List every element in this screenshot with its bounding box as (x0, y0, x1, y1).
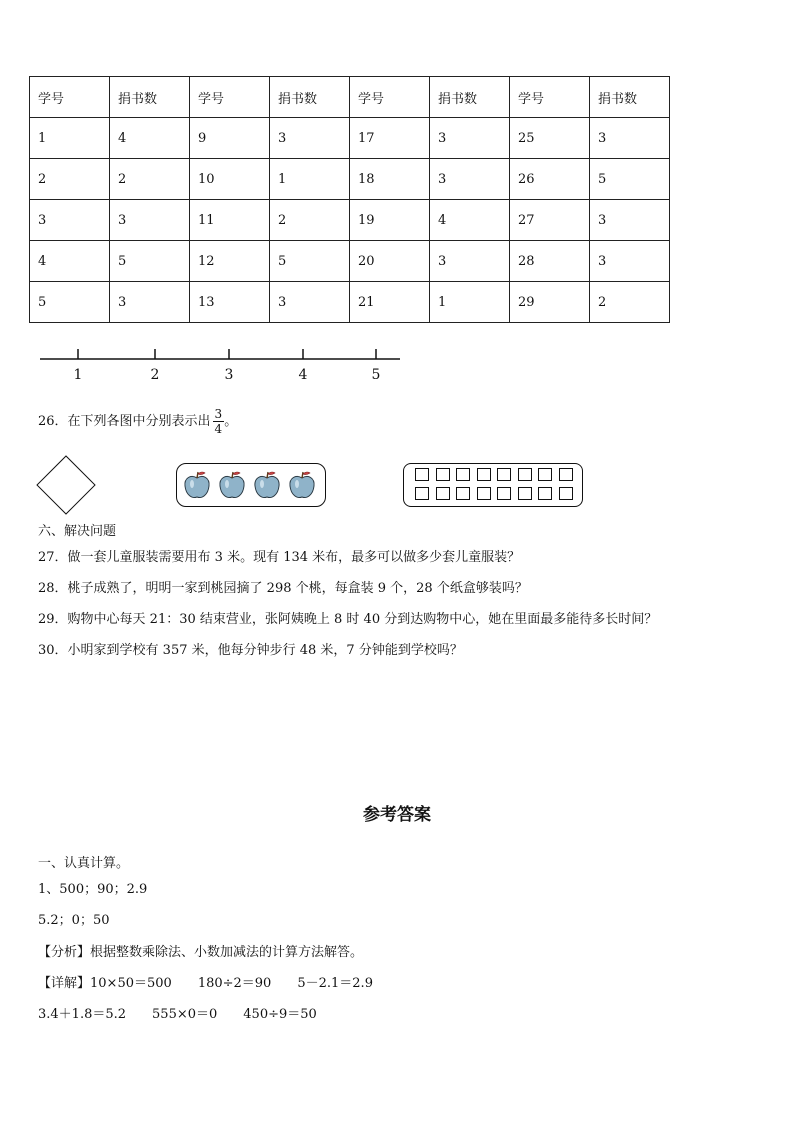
number-line-label: 5 (371, 367, 381, 383)
apple-box (176, 463, 326, 507)
grid-square (559, 468, 573, 481)
table-cell: 28 (510, 241, 590, 282)
grid-square (415, 487, 429, 500)
table-cell: 5 (30, 282, 110, 323)
question-26-end: 。 (224, 414, 238, 429)
table-cell: 1 (430, 282, 510, 323)
detail-label: 【详解】 (38, 976, 91, 991)
question-30: 30．小明家到学校有 357 米，他每分钟步行 48 米，7 分钟能到学校吗？ (38, 643, 463, 658)
donation-table (29, 76, 670, 323)
table-header-cell: 学号 (30, 77, 110, 118)
table-header-cell: 捐书数 (590, 77, 670, 118)
table-cell: 3 (270, 118, 350, 159)
grid-square (538, 487, 552, 500)
detail-eq-3: 5－2.1＝2.9 (297, 976, 373, 991)
fraction-numerator: 3 (214, 407, 223, 421)
table-cell: 2 (30, 159, 110, 200)
table-cell: 1 (270, 159, 350, 200)
table-header-cell: 学号 (190, 77, 270, 118)
table-cell: 3 (590, 118, 670, 159)
table-cell: 3 (30, 200, 110, 241)
table-cell: 1 (30, 118, 110, 159)
table-cell: 5 (590, 159, 670, 200)
table-cell: 10 (190, 159, 270, 200)
table-cell: 5 (110, 241, 190, 282)
grid-square (518, 487, 532, 500)
table-cell: 5 (270, 241, 350, 282)
table-cell: 3 (430, 159, 510, 200)
table-cell: 20 (350, 241, 430, 282)
answers-section-1: 一、认真计算。 (38, 856, 130, 871)
table-cell: 26 (510, 159, 590, 200)
table-cell: 3 (590, 241, 670, 282)
apple-icon (182, 470, 212, 500)
answer-line-1: 1、500；90；2.9 (38, 882, 148, 897)
apple-icon (252, 470, 282, 500)
grid-square (497, 468, 511, 481)
fraction-three-quarters (213, 407, 225, 436)
table-cell: 3 (270, 282, 350, 323)
table-header-cell: 捐书数 (270, 77, 350, 118)
number-line-label: 3 (224, 367, 234, 383)
table-cell: 9 (190, 118, 270, 159)
question-29: 29．购物中心每天 21：30 结束营业，张阿姨晚上 8 时 40 分到达购物中心，她在里面最多能待多长时间？ (38, 612, 658, 627)
grid-square (477, 487, 491, 500)
apple-icon (287, 470, 317, 500)
table-row (30, 200, 670, 241)
diamond-shape (36, 455, 95, 514)
table-cell: 18 (350, 159, 430, 200)
table-header-cell: 捐书数 (110, 77, 190, 118)
detail-eq-2: 180÷2＝90 (197, 976, 272, 991)
grid-square (415, 468, 429, 481)
table-cell: 3 (110, 282, 190, 323)
question-26-text: 26．在下列各图中分别表示出 (38, 414, 211, 429)
table-cell: 3 (430, 118, 510, 159)
table-cell: 2 (110, 159, 190, 200)
grid-square (518, 468, 532, 481)
table-cell: 3 (430, 241, 510, 282)
grid-square (456, 468, 470, 481)
answers-title: 参考答案 (363, 805, 431, 825)
detail-eq-1: 10×50＝500 (90, 976, 172, 991)
number-line (38, 344, 408, 388)
table-header-cell: 学号 (510, 77, 590, 118)
answer-line-2: 5.2；0；50 (38, 913, 110, 928)
square-grid-box (403, 463, 583, 507)
question-28: 28．桃子成熟了，明明一家到桃园摘了 298 个桃，每盒装 9 个，28 个纸盒够装吗？ (38, 581, 528, 596)
number-line-label: 4 (298, 367, 308, 383)
number-line-label: 2 (150, 367, 160, 383)
answer-detail-line-2 (38, 1003, 317, 1022)
grid-square (538, 468, 552, 481)
question-27: 27．做一套儿童服装需要用布 3 米。现有 134 米布，最多可以做多少套儿童服装？ (38, 550, 521, 565)
table-cell: 17 (350, 118, 430, 159)
answer-analysis: 【分析】根据整数乘除法、小数加减法的计算方法解答。 (38, 945, 364, 960)
grid-square (436, 487, 450, 500)
table-cell: 29 (510, 282, 590, 323)
table-header-cell: 捐书数 (430, 77, 510, 118)
table-cell: 27 (510, 200, 590, 241)
table-cell: 19 (350, 200, 430, 241)
table-row (30, 118, 670, 159)
table-cell: 25 (510, 118, 590, 159)
number-line-label: 1 (73, 367, 83, 383)
table-cell: 3 (110, 200, 190, 241)
grid-square (477, 468, 491, 481)
grid-square (559, 487, 573, 500)
table-cell: 4 (430, 200, 510, 241)
table-row (30, 282, 670, 323)
detail-eq-4: 3.4＋1.8＝5.2 (38, 1007, 127, 1022)
grid-square (497, 487, 511, 500)
table-row (30, 159, 670, 200)
table-header-row (30, 77, 670, 118)
table-cell: 13 (190, 282, 270, 323)
table-cell: 12 (190, 241, 270, 282)
table-cell: 11 (190, 200, 270, 241)
question-26 (38, 407, 237, 436)
table-cell: 4 (110, 118, 190, 159)
section-6-heading: 六、解决问题 (38, 524, 117, 539)
detail-eq-5: 555×0＝0 (152, 1007, 218, 1022)
table-cell: 21 (350, 282, 430, 323)
table-cell: 3 (590, 200, 670, 241)
table-cell: 2 (590, 282, 670, 323)
fraction-denominator: 4 (214, 422, 223, 436)
table-row (30, 241, 670, 282)
answer-detail-line-1 (38, 972, 373, 991)
detail-eq-6: 450÷9＝50 (243, 1007, 317, 1022)
apple-icon (217, 470, 247, 500)
table-header-cell: 学号 (350, 77, 430, 118)
table-cell: 4 (30, 241, 110, 282)
table-cell: 2 (270, 200, 350, 241)
grid-square (436, 468, 450, 481)
grid-square (456, 487, 470, 500)
